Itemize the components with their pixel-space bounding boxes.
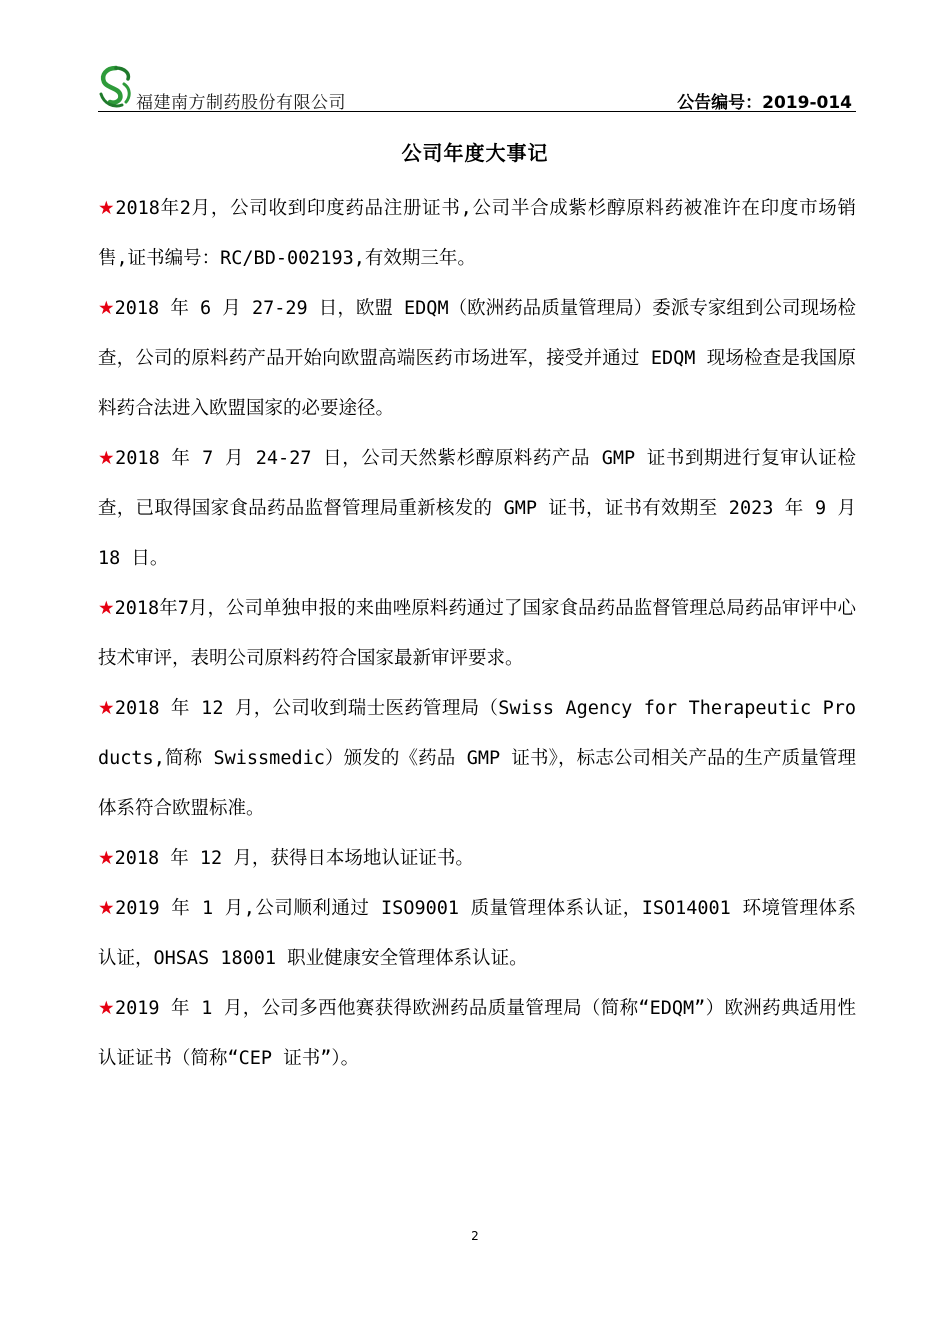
- company-logo: [98, 64, 134, 108]
- event-paragraph: [98, 284, 856, 434]
- event-text: 2019 年 1 月,公司顺利通过 ISO9001 质量管理体系认证，ISO14001 环境管理体系认证，OHSAS 18001 职业健康安全管理体系认证。: [98, 898, 856, 969]
- event-text: 2018年2月，公司收到印度药品注册证书,公司半合成紫杉醇原料药被准许在印度市场销售,证书编号：RC/BD-002193,有效期三年。: [98, 198, 856, 269]
- event-text: 2018 年 6 月 27-29 日，欧盟 EDQM（欧洲药品质量管理局）委派专家组到公司现场检查，公司的原料药产品开始向欧盟高端医药市场进军，接受并通过 EDQM 现场检查是我国原料药合法进入欧盟国家的必要途径。: [98, 298, 856, 419]
- event-paragraph: [98, 584, 856, 684]
- star-icon: ★: [98, 448, 116, 469]
- event-text: 2019 年 1 月，公司多西他赛获得欧洲药品质量管理局（简称“EDQM”）欧洲药典适用性认证证书（简称“CEP 证书”）。: [98, 998, 856, 1069]
- star-icon: ★: [98, 198, 116, 219]
- star-icon: ★: [98, 998, 115, 1019]
- event-paragraph: [98, 684, 856, 834]
- star-icon: ★: [98, 848, 115, 869]
- event-text: 2018 年 7 月 24-27 日，公司天然紫杉醇原料药产品 GMP 证书到期进行复审认证检查，已取得国家食品药品监督管理局重新核发的 GMP 证书，证书有效期至 2023 年 9 月 18 日。: [98, 448, 856, 569]
- document-title: 公司年度大事记: [401, 141, 549, 165]
- star-icon: ★: [98, 598, 115, 619]
- event-text: 2018 年 12 月，获得日本场地认证证书。: [114, 848, 474, 869]
- header-divider: [98, 111, 856, 112]
- event-paragraph: [98, 434, 856, 584]
- star-icon: ★: [98, 898, 116, 919]
- page-number: 2: [471, 1229, 479, 1243]
- event-paragraph: [98, 834, 856, 884]
- star-icon: ★: [98, 698, 115, 719]
- event-text: 2018年7月，公司单独申报的来曲唑原料药通过了国家食品药品监督管理总局药品审评中心技术审评，表明公司原料药符合国家最新审评要求。: [98, 598, 856, 669]
- star-icon: ★: [98, 298, 115, 319]
- event-text: 2018 年 12 月，公司收到瑞士医药管理局（Swiss Agency for Therapeutic Products,简称 Swissmedic）颁发的《药品 GMP 证书》，标志公司相关产品的生产质量管理体系符合欧盟标准。: [98, 698, 856, 819]
- announcement-number: 公告编号：2019-014: [677, 93, 852, 113]
- event-paragraph: [98, 884, 856, 984]
- company-name: 福建南方制药股份有限公司: [136, 93, 346, 113]
- events-list: [98, 184, 856, 1084]
- event-paragraph: [98, 984, 856, 1084]
- event-paragraph: [98, 184, 856, 284]
